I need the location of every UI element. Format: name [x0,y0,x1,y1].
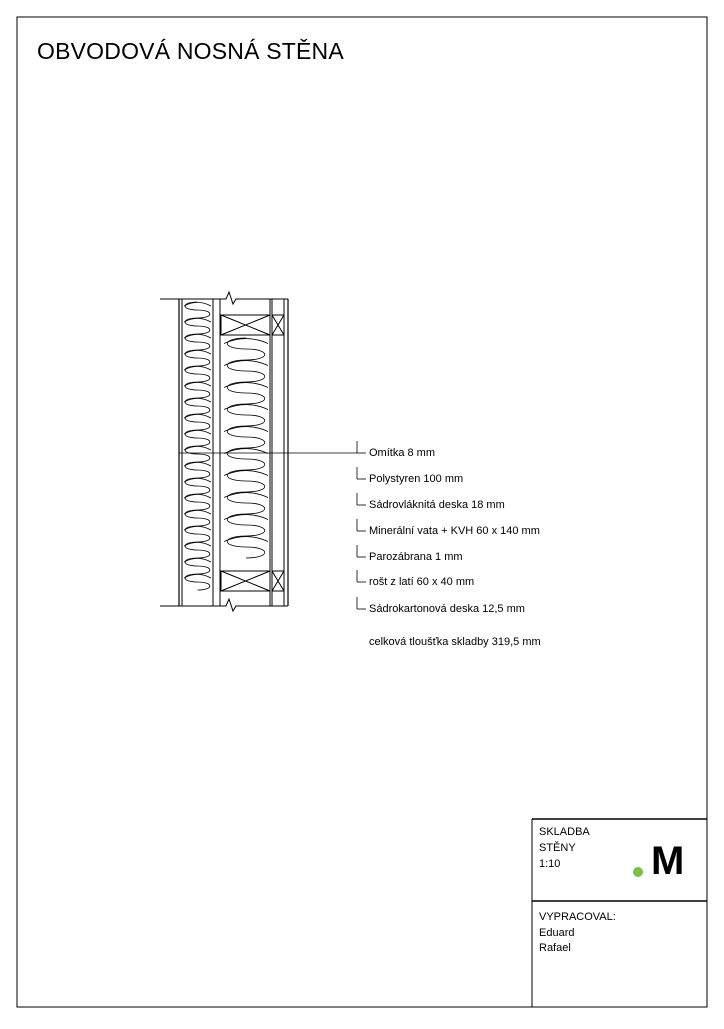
author-name-1: Eduard [539,927,575,939]
wall-section-drawing [160,292,357,611]
page-title: OBVODOVÁ NOSNÁ STĚNA [37,38,344,64]
drawing-name-line2: STĚNY [539,842,576,854]
layer-label-gypsum-board: Sádrokartonová deska 12,5 mm [369,603,525,615]
layer-label-vapour-barrier: Parozábrana 1 mm [369,551,463,563]
layer-label-polystyrene: Polystyren 100 mm [369,473,464,485]
layer-label-battens: rošt z latí 60 x 40 mm [369,576,475,588]
logo-dot [633,867,643,877]
author-label: VYPRACOVAL: [539,911,616,923]
drawing-name-line1: SKLADBA [539,826,590,838]
layer-label-render: Omítka 8 mm [369,447,436,459]
leader-ticks [357,441,366,609]
total-thickness: celková tloušťka skladby 319,5 mm [369,636,541,648]
layer-label-mineral-wool: Minerální vata + KVH 60 x 140 mm [369,525,540,537]
author-name-2: Rafael [539,942,571,954]
sheet-border [17,17,707,1007]
drawing-scale: 1:10 [539,858,561,870]
layer-label-fibreboard: Sádrovláknitá deska 18 mm [369,499,505,511]
logo-letter: M [651,839,685,883]
